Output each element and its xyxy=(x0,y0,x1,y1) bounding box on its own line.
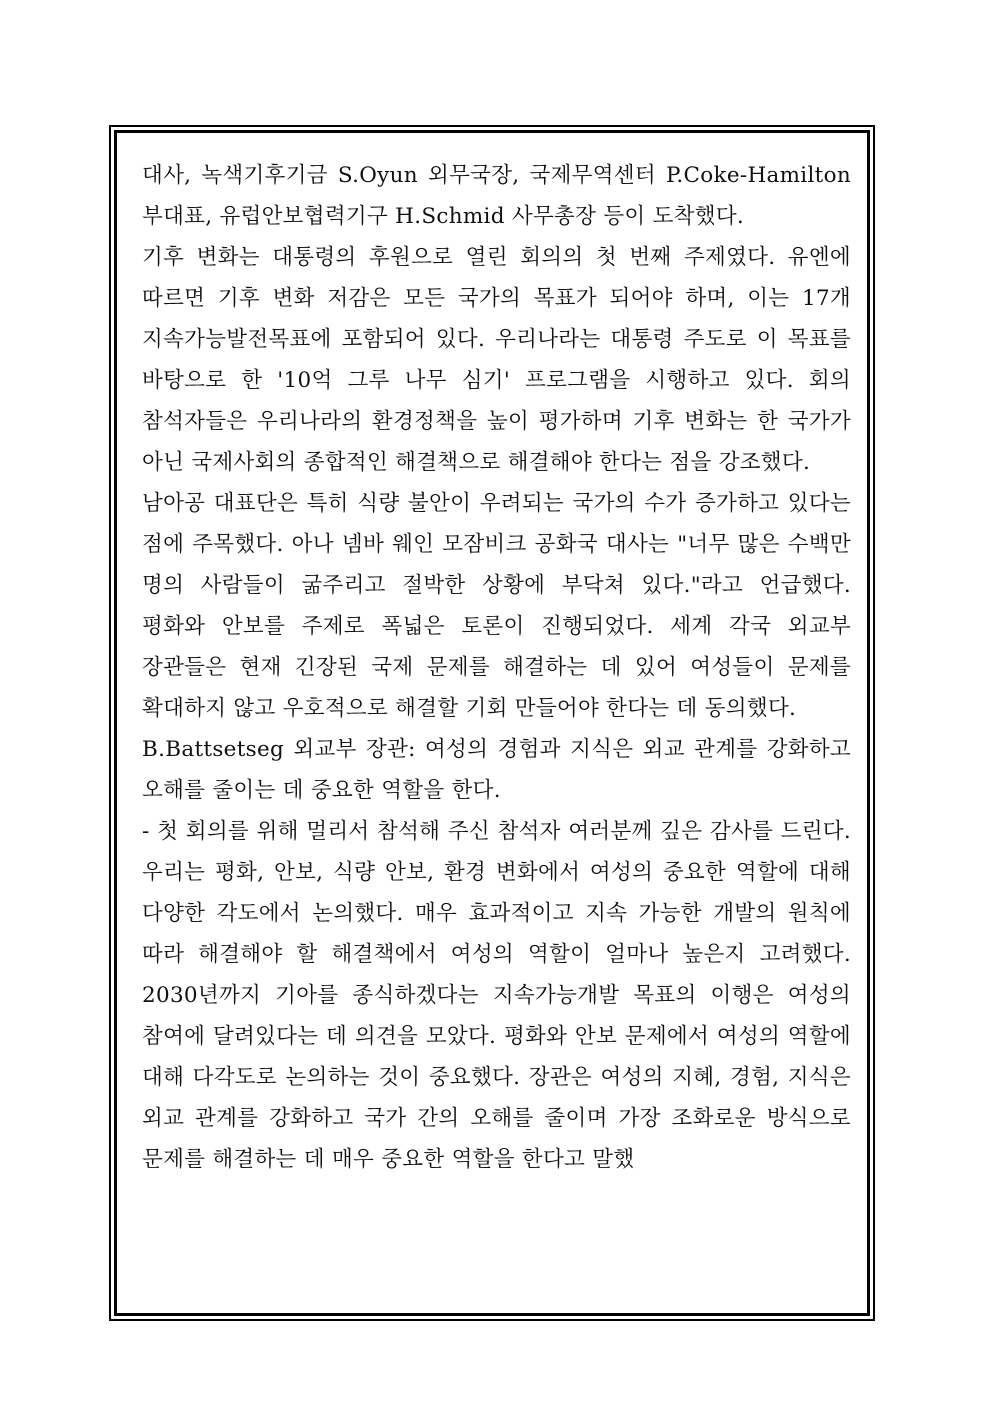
paragraph-arrivals: 대사, 녹색기후기금 S.Oyun 외무국장, 국제무역센터 P.Coke-Hamilton 부대표, 유럽안보협력기구 H.Schmid 사무총장 등이 도착했다. xyxy=(142,163,851,229)
paragraph-climate-change: 기후 변화는 대통령의 후원으로 열린 회의의 첫 번째 주제였다. 유엔에 따르면 기후 변화 저감은 모든 국가의 목표가 되어야 하며, 이는 17개 지속가능발전목표에 포함되어 있다. 우리나라는 대통령 주도로 이 목표를 바탕으로 한 '10억 그루 나무 심기' 프로그램을 시행하고 있다. 회의 참석자들은 우리나라의 환경정책을 높이 평가하며 기후 변화는 한 국가가 아닌 국제사회의 종합적인 해결책으로 해결해야 한다는 점을 강조했다. xyxy=(142,245,851,475)
paragraph-minister-speech: - 첫 회의를 위해 멀리서 참석해 주신 참석자 여러분께 깊은 감사를 드린다. 우리는 평화, 안보, 식량 안보, 환경 변화에서 여성의 중요한 역할에 대해 다양한 각도에서 논의했다. 매우 효과적이고 지속 가능한 개발의 원칙에 따라 해결해야 할 해결책에서 여성의 역할이 얼마나 높은지 고려했다. 2030년까지 기아를 종식하겠다는 지속가능개발 목표의 이행은 여성의 참여에 달려있다는 데 의견을 모았다. 평화와 안보 문제에서 여성의 역할에 대해 다각도로 논의하는 것이 중요했다. 장관은 여성의 지혜, 경험, 지식은 외교 관계를 강화하고 국가 간의 오해를 줄이며 가장 조화로운 방식으로 문제를 해결하는 데 매우 중요한 역할을 한다고 말했 xyxy=(142,819,851,1172)
paragraph-minister-heading: B.Battsetseg 외교부 장관: 여성의 경험과 지식은 외교 관계를 강화하고 오해를 줄이는 데 중요한 역할을 한다. xyxy=(142,737,851,803)
paragraph-food-security: 남아공 대표단은 특히 식량 불안이 우려되는 국가의 수가 증가하고 있다는 점에 주목했다. 아나 넴바 웨인 모잠비크 공화국 대사는 "너무 많은 수백만 명의 사람들이 굶주리고 절박한 상황에 부닥쳐 있다."라고 언급했다. 평화와 안보를 주제로 폭넓은 토론이 진행되었다. 세계 각국 외교부 장관들은 현재 긴장된 국제 문제를 해결하는 데 있어 여성들이 문제를 확대하지 않고 우호적으로 해결할 기회 만들어야 한다는 데 동의했다. xyxy=(142,491,851,721)
document-body xyxy=(142,155,851,1180)
